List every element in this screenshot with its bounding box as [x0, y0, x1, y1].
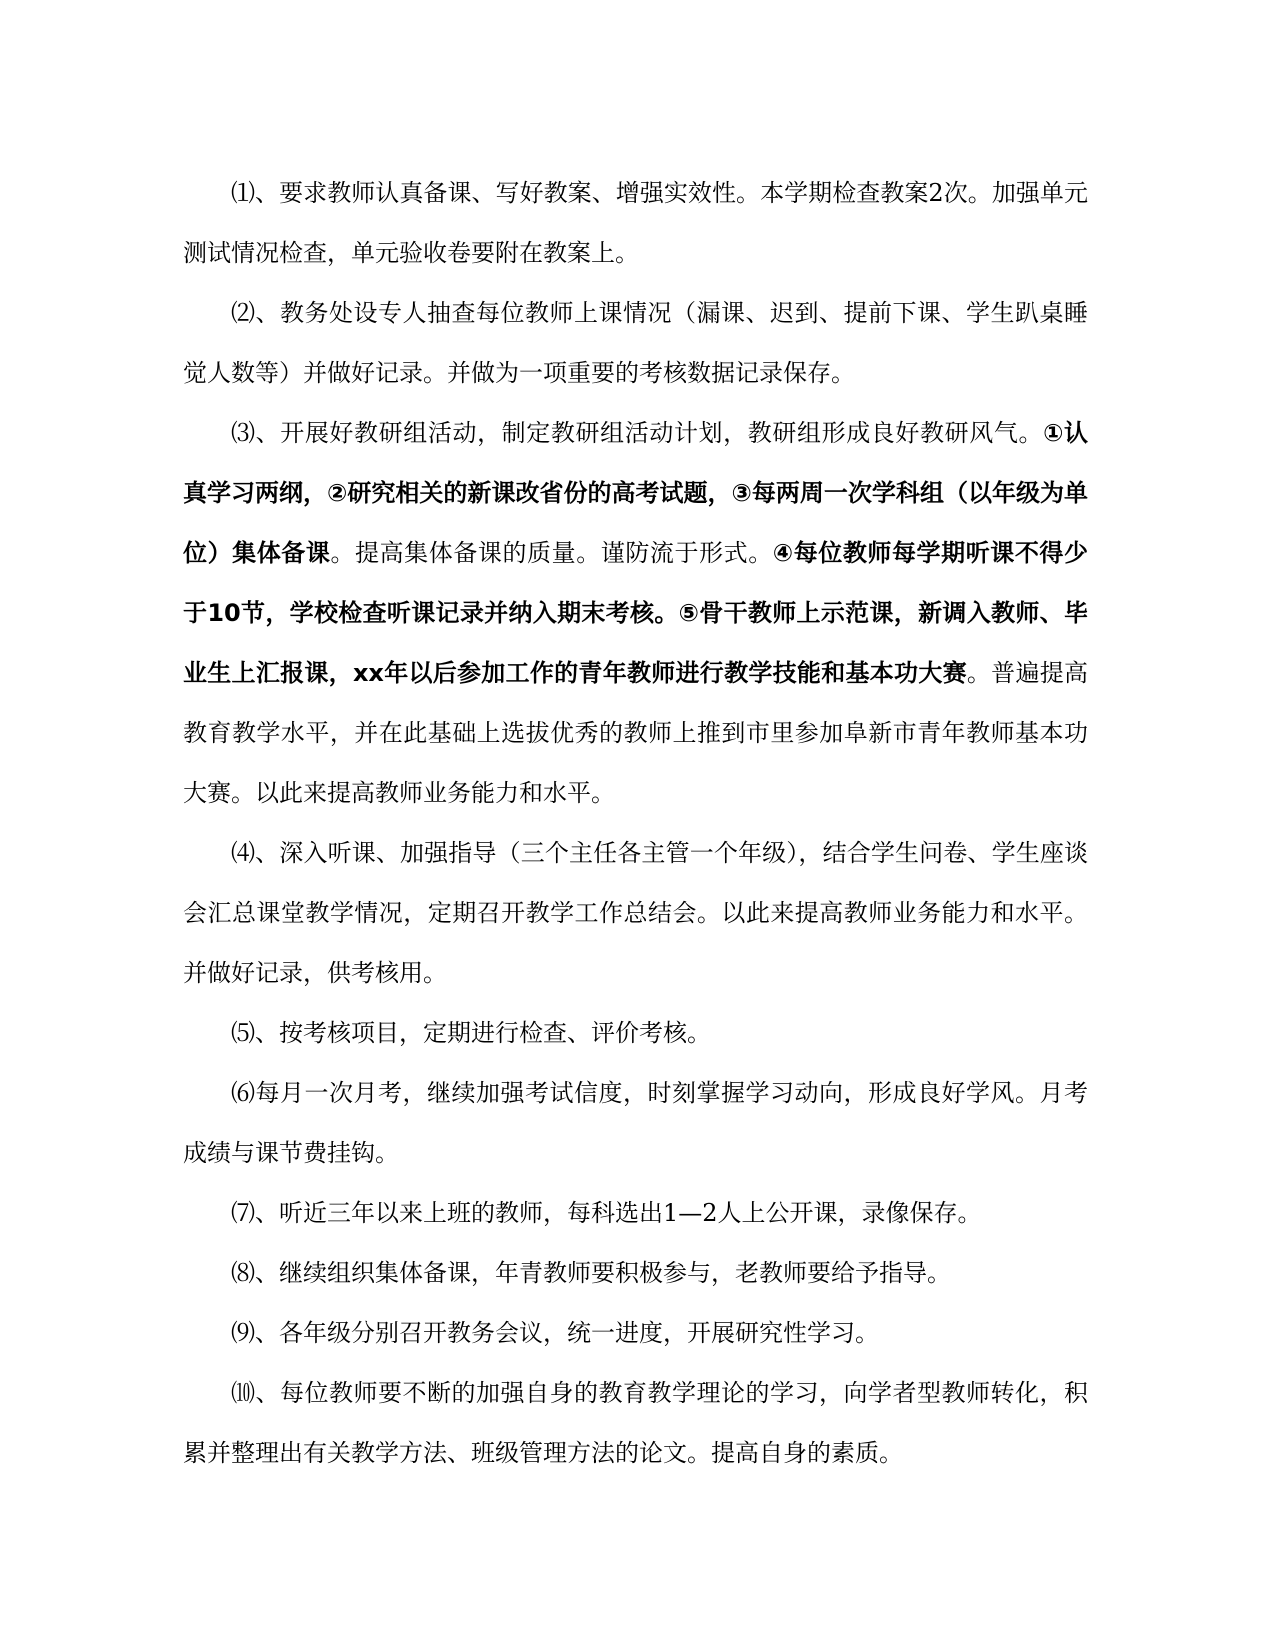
paragraph-3-intro: ⑶、开展好教研组活动，制定教研组活动计划，教研组形成良好教研风气。: [231, 419, 1044, 447]
paragraph-5: ⑸、按考核项目，定期进行检查、评价考核。: [231, 1019, 711, 1047]
paragraph-9: ⑼、各年级分别召开教务会议，统一进度，开展研究性学习。: [231, 1319, 879, 1347]
paragraph-10: ⑽、每位教师要不断的加强自身的教育教学理论的学习，向学者型教师转化，积累并整理出有关教学方法、班级管理方法的论文。提高自身的素质。: [183, 1379, 1088, 1467]
paragraph-3-text-1: 。提高集体备课的质量。谨防流于形式。: [330, 539, 773, 567]
paragraph-8: ⑻、继续组织集体备课，年青教师要积极参与，老教师要给予指导。: [231, 1259, 951, 1287]
paragraph-1: ⑴、要求教师认真备课、写好教案、增强实效性。本学期检查教案2次。加强单元测试情况检查，单元验收卷要附在教案上。: [183, 179, 1088, 267]
paragraph-3-text-2: 。普遍提高教育教学水平，并在此基础上选拔优秀的教师上推到市里参加阜新市青年教师基本功大赛。以此来提高教师业务能力和水平。: [183, 659, 1089, 807]
paragraph-4: ⑷、深入听课、加强指导（三个主任各主管一个年级），结合学生问卷、学生座谈会汇总课堂教学情况，定期召开教学工作总结会。以此来提高教师业务能力和水平。并做好记录，供考核用。: [183, 839, 1088, 987]
paragraph-3: [183, 403, 1088, 823]
paragraph-7: ⑺、听近三年以来上班的教师，每科选出1—2人上公开课，录像保存。: [231, 1199, 982, 1227]
paragraph-6: ⑹每月一次月考，继续加强考试信度，时刻掌握学习动向，形成良好学风。月考成绩与课节费挂钩。: [183, 1079, 1088, 1167]
paragraph-2: ⑵、教务处设专人抽查每位教师上课情况（漏课、迟到、提前下课、学生趴桌睡觉人数等）并做好记录。并做为一项重要的考核数据记录保存。: [183, 299, 1088, 387]
paragraph-3-bold-2: ④每位教师每学期听课不得少于10节，学校检查听课记录并纳入期末考核。⑤骨干教师上示范课，新调入教师、毕业生上汇报课，xx年以后参加工作的青年教师进行教学技能和基本功大赛: [183, 539, 1089, 687]
paragraph-3-bold-1: ①认真学习两纲，②研究相关的新课改省份的高考试题，③每两周一次学科组（以年级为单位）集体备课: [183, 419, 1088, 567]
document-page: [183, 163, 1088, 1483]
